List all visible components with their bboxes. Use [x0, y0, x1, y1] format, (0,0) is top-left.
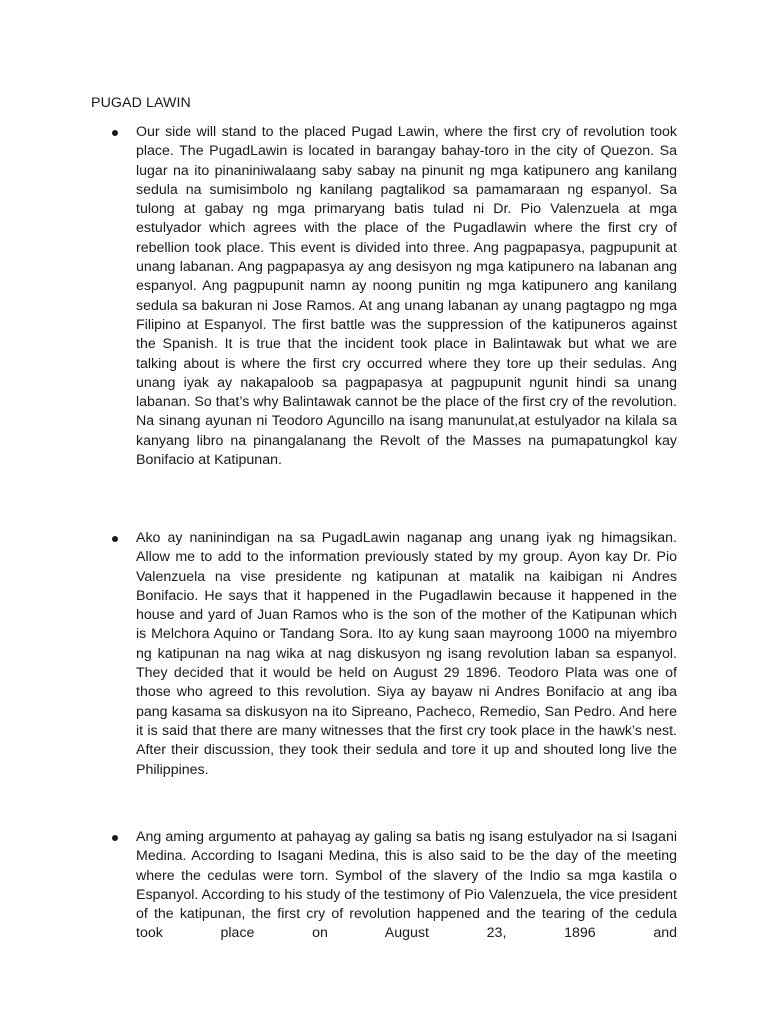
- bullet-icon: [112, 536, 118, 542]
- bullet-icon: [112, 835, 118, 841]
- bullet-icon: [112, 130, 118, 136]
- paragraph-text: Ako ay naninindigan na sa PugadLawin naganap ang unang iyak ng himagsikan. Allow me to add to the information previously stated by my group. Ayon kay Dr. Pio Valenzuela na vise presidente ng katipunan at matalik na kaibigan ni Andres Bonifacio. He says that it happened in the Pugadlawin because it happened in the house and yard of Juan Ramos who is the son of the mother of the Katipunan which is Melchora Aquino or Tandang Sora. Ito ay kung saan mayroong 1000 na miyembro ng katipunan na nag wika at nag diskusyon ng isang revolution laban sa espanyol. They decided that it would be held on August 29 1896. Teodoro Plata was one of those who agreed to this revolution. Siya ay bayaw ni Andres Bonifacio at ang iba pang kasama sa diskusyon na ito Sipreano, Pacheco, Remedio, San Pedro. And here it is said that there are many witnesses that the first cry took place in the hawk’s nest. After their discussion, they took their sedula and tore it up and shouted long live the Philippines.: [136, 530, 677, 778]
- paragraph-text: Our side will stand to the placed Pugad Lawin, where the first cry of revolution took place. The PugadLawin is located in barangay bahay-toro in the city of Quezon. Sa lugar na ito pinaniniwalaang saby sabay na pinunit ng mga katipunero ang kanilang sedula na sumisimbolo ng kanilang pagtalikod sa pamamaraan ng espanyol. Sa tulong at gabay ng mga primaryang batis tulad ni Dr. Pio Valenzuela at mga estulyador which agrees with the place of the Pugadlawin where the first cry of rebellion took place. This event is divided into three. Ang pagpapasya, pagpupunit at unang labanan. Ang pagpapasya ay ang desisyon ng mga katipunero na labanan ang espanyol. Ang pagpupunit namn ay noong punitin ng mga katipunero ang kanilang sedula sa bakuran ni Jose Ramos. At ang unang labanan ay unang pagtagpo ng mga Filipino at Espanyol. The first battle was the suppression of the katipuneros against the Spanish. It is true that the incident took place in Balintawak but what we are talking about is where the first cry occurred where they tore up their sedulas. Ang unang iyak ay nakapaloob sa pagpapasya at pagpupunit ngunit hindi sa unang labanan. So that’s why Balintawak cannot be the place of the first cry of the revolution. Na sinang ayunan ni Teodoro Aguncillo na isang manunulat,at estulyador na kilala sa kanyang libro na pinangalanang the Revolt of the Masses na pumapatungkol kay Bonifacio at Katipunan.: [136, 124, 677, 469]
- document-title: PUGAD LAWIN: [91, 95, 191, 111]
- paragraph-text: Ang aming argumento at pahayag ay galing sa batis ng isang estulyador na si Isagani Medina. According to Isagani Medina, this is also said to be the day of the meeting where the cedulas were torn. Symbol of the slavery of the Indio sa mga kastila o Espanyol. According to his study of the testimony of Pio Valenzuela, the vice president of the katipunan, the first cry of revolution happened and the tearing of the cedula took place on August 23, 1896 and: [136, 829, 677, 942]
